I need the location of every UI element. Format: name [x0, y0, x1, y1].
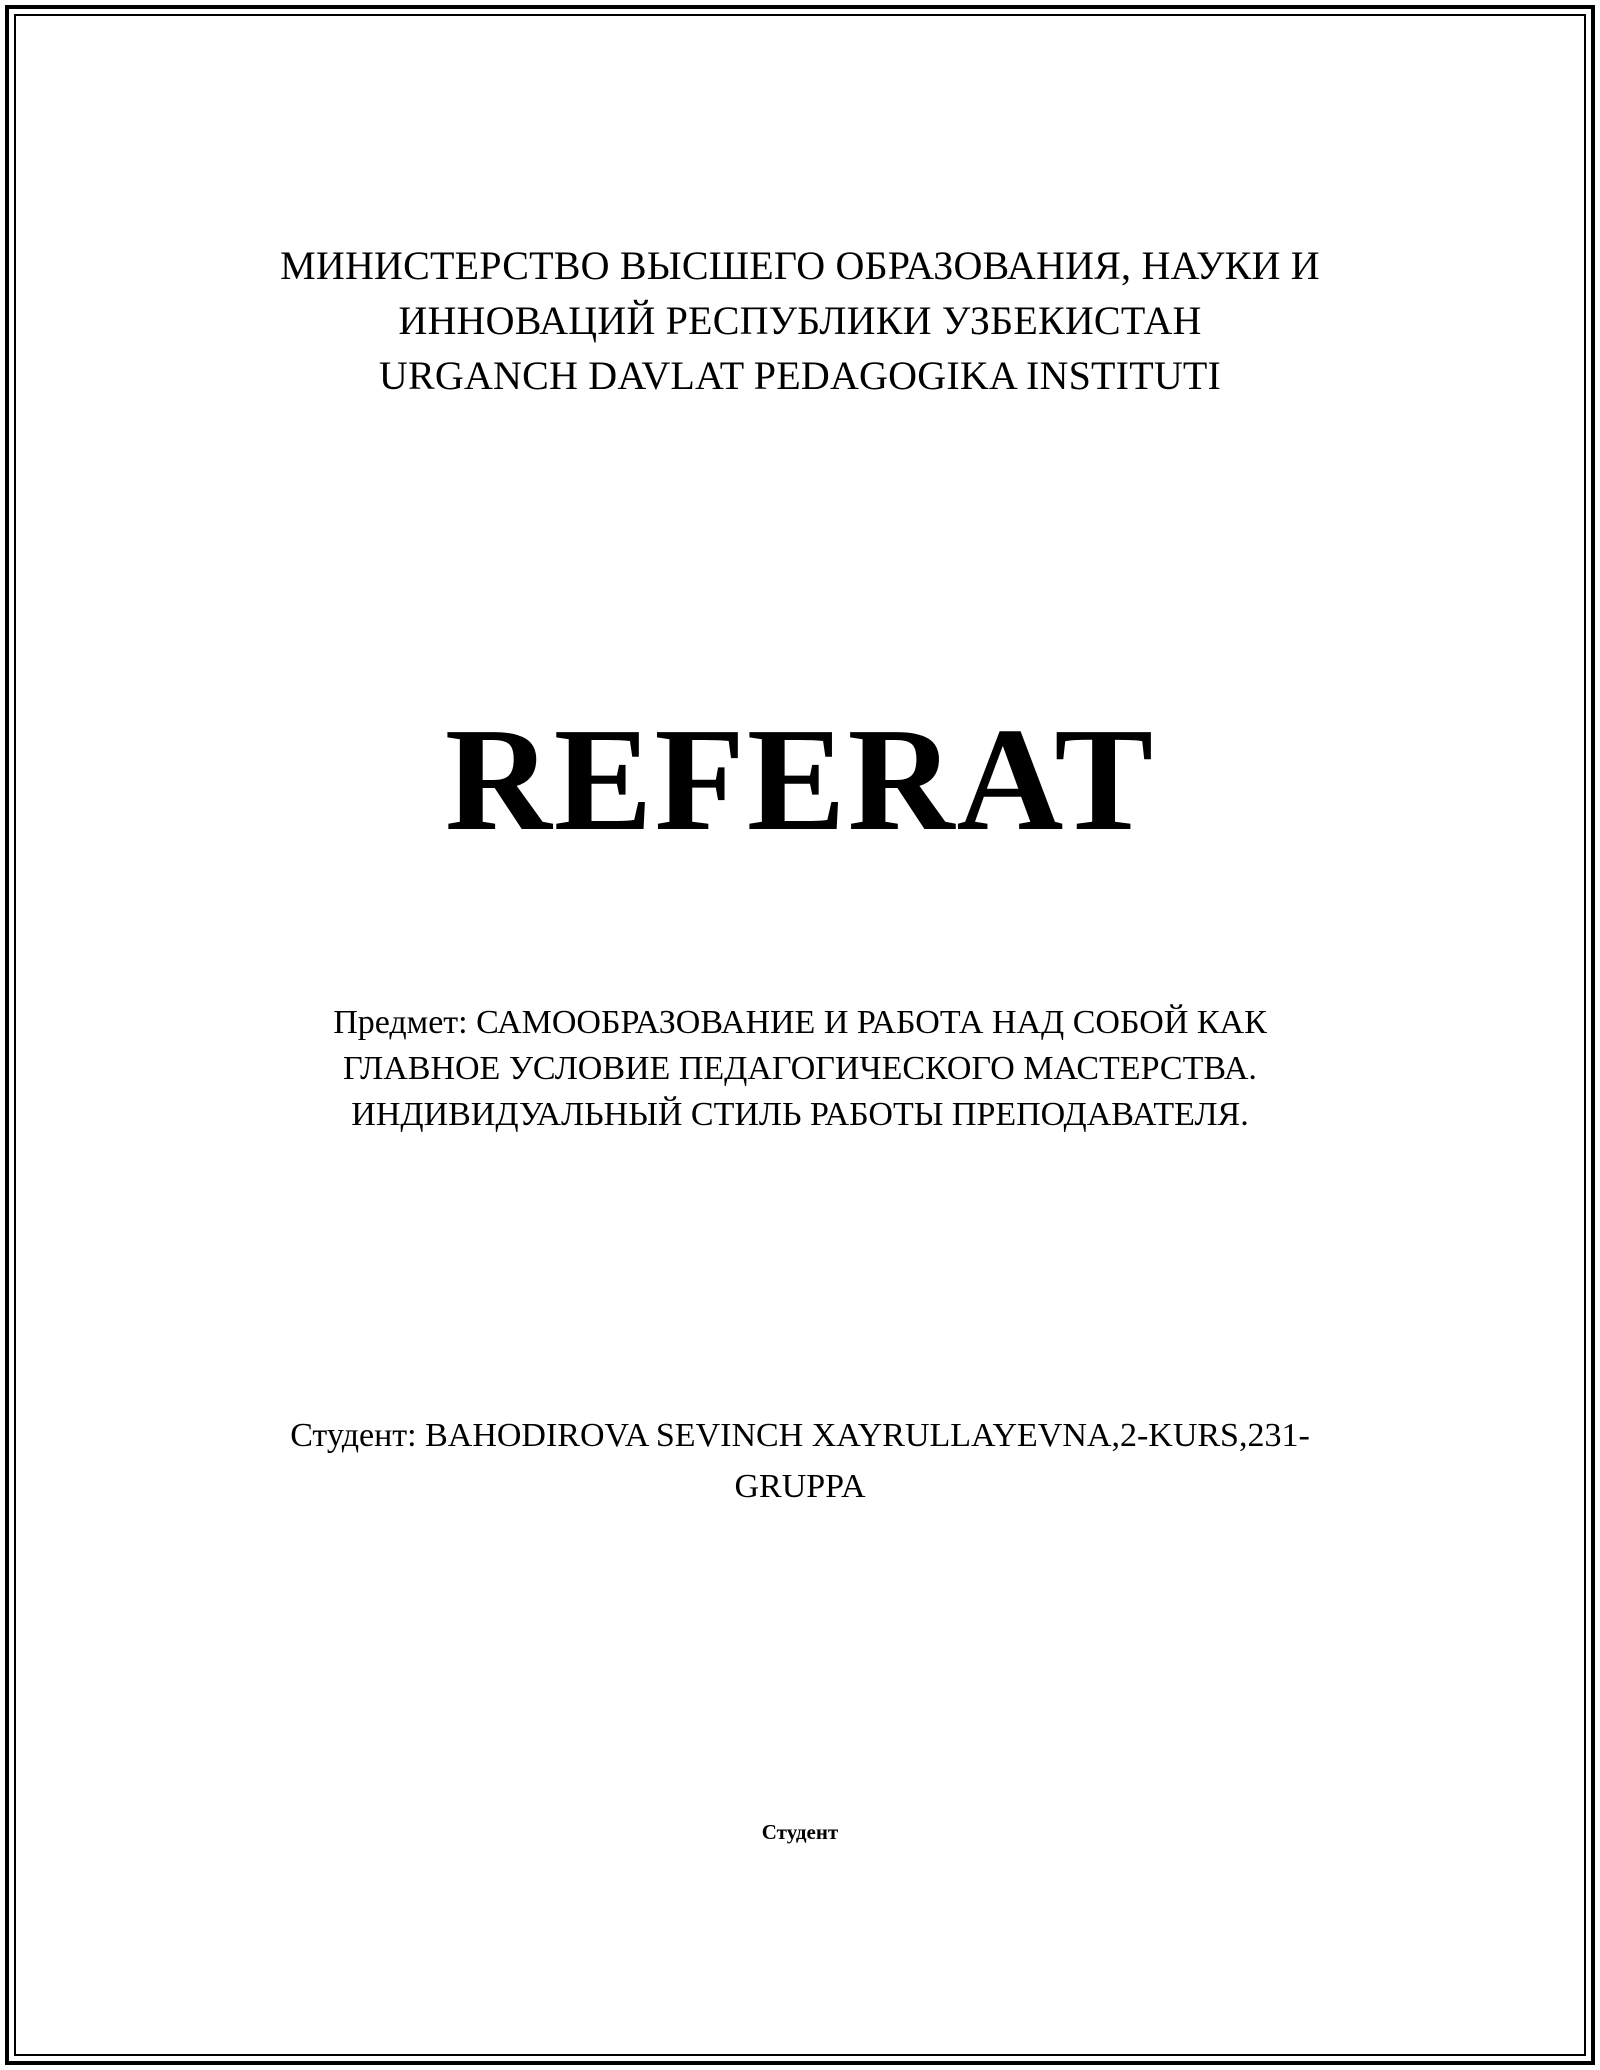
student-signature-label: Студент [761, 1820, 839, 1844]
header-line: ИННОВАЦИЙ РЕСПУБЛИКИ УЗБЕКИСТАН [398, 298, 1202, 343]
institution-header [0, 238, 1600, 403]
student-block [0, 1410, 1600, 1512]
student-line: GRUPPA [734, 1468, 866, 1505]
subject-line: ГЛАВНОЕ УСЛОВИЕ ПЕДАГОГИЧЕСКОГО МАСТЕРСТВА. [343, 1050, 1257, 1087]
student-line: Студент: BAHODIROVA SEVINCH XAYRULLAYEVNA,2-KURS,231- [290, 1417, 1310, 1454]
subject-line: ИНДИВИДУАЛЬНЫЙ СТИЛЬ РАБОТЫ ПРЕПОДАВАТЕЛЯ. [351, 1096, 1249, 1133]
header-line: URGANCH DAVLAT PEDAGOGIKA INSTITUTI [378, 353, 1222, 398]
subject-block [0, 1000, 1600, 1138]
document-title: REFERAT [444, 698, 1156, 862]
subject-line: Предмет: САМООБРАЗОВАНИЕ И РАБОТА НАД СОБОЙ КАК [333, 1004, 1267, 1041]
header-line: МИНИСТЕРСТВО ВЫСШЕГО ОБРАЗОВАНИЯ, НАУКИ И [280, 243, 1320, 288]
